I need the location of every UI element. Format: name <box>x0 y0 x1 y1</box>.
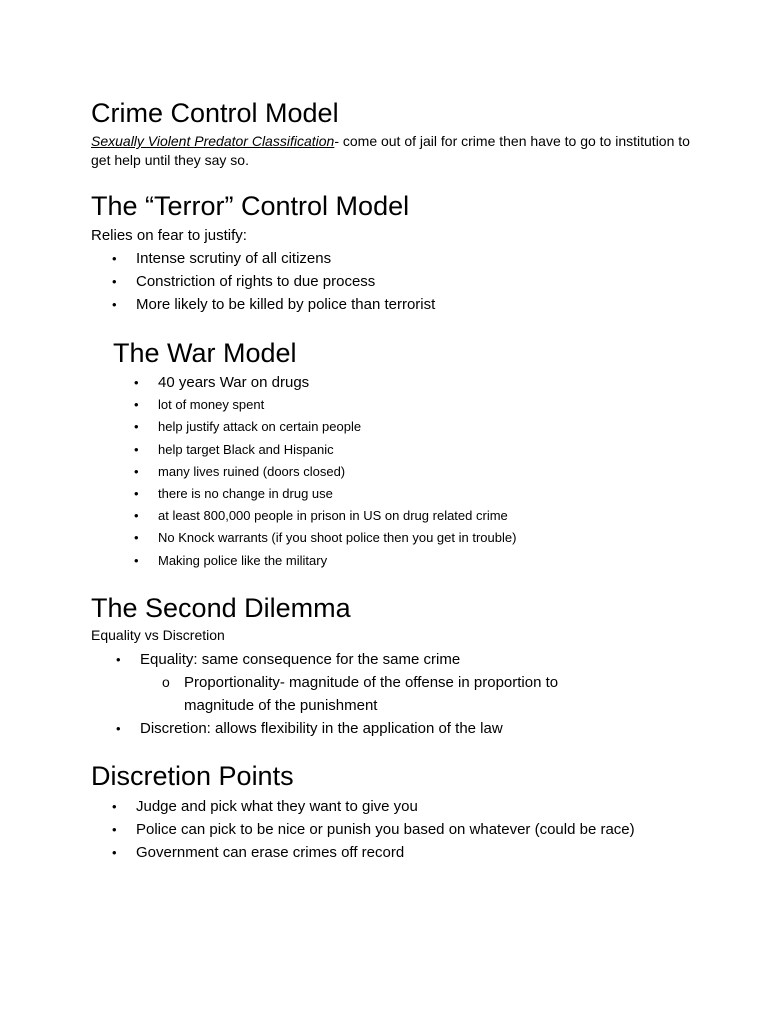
heading-crime-control-model: Crime Control Model <box>91 98 339 128</box>
list-item: • Government can erase crimes off record <box>136 841 635 864</box>
bullet-icon: • <box>112 822 117 837</box>
bullet-icon: • <box>112 845 117 860</box>
heading-second-dilemma: The Second Dilemma <box>91 593 351 623</box>
bullet-icon: • <box>112 297 117 312</box>
list-item: • Police can pick to be nice or punish you based on whatever (could be race) <box>136 818 635 841</box>
bullet-icon: • <box>112 799 117 814</box>
list-item: • there is no change in drug use <box>158 483 516 505</box>
equality-sublist <box>140 671 624 717</box>
list-item: • More likely to be killed by police than terrorist <box>136 293 435 316</box>
list-item-proportionality: o Proportionality- magnitude of the offense in proportion to magnitude of the punishment <box>184 671 624 717</box>
discretion-points-list <box>112 795 635 864</box>
terror-list <box>112 247 436 316</box>
svp-classification-paragraph <box>91 132 691 170</box>
list-item: • Constriction of rights to due process <box>136 270 435 293</box>
heading-discretion-points: Discretion Points <box>91 761 294 791</box>
bullet-icon: • <box>134 463 139 479</box>
bullet-icon: • <box>116 721 121 736</box>
bullet-icon: • <box>134 530 139 546</box>
list-item: • at least 800,000 people in prison in US on drug related crime <box>158 505 516 527</box>
list-item: • many lives ruined (doors closed) <box>158 461 516 483</box>
circle-bullet-icon: o <box>162 674 170 690</box>
bullet-icon: • <box>134 486 139 502</box>
heading-terror-control-model: The “Terror” Control Model <box>91 191 410 221</box>
bullet-icon: • <box>112 274 117 289</box>
bullet-icon: • <box>134 375 139 390</box>
war-list <box>134 372 517 572</box>
dilemma-intro: Equality vs Discretion <box>91 627 225 643</box>
list-item: • 40 years War on drugs <box>158 372 516 394</box>
terror-intro: Relies on fear to justify: <box>91 227 247 244</box>
list-item-equality: • Equality: same consequence for the same crime o Proportionality- magnitude of the offense in proportion to magnitude of the punishment <box>140 648 624 717</box>
bullet-icon: • <box>134 397 139 413</box>
bullet-icon: • <box>134 419 139 435</box>
bullet-icon: • <box>112 251 117 266</box>
bullet-icon: • <box>116 652 121 667</box>
bullet-icon: • <box>134 552 139 568</box>
list-item: • lot of money spent <box>158 394 516 416</box>
list-item: • help target Black and Hispanic <box>158 439 516 461</box>
list-item-discretion: • Discretion: allows flexibility in the application of the law <box>140 717 624 740</box>
svp-definition: - come out of jail for crime then have to go to institution to get help until they say so. <box>91 133 690 168</box>
list-item: • Making police like the military <box>158 550 516 572</box>
list-item: • Judge and pick what they want to give you <box>136 795 635 818</box>
heading-war-model: The War Model <box>113 338 297 368</box>
list-item: • help justify attack on certain people <box>158 416 516 438</box>
bullet-icon: • <box>134 441 139 457</box>
bullet-icon: • <box>134 508 139 524</box>
list-item: • Intense scrutiny of all citizens <box>136 247 435 270</box>
list-item: • No Knock warrants (if you shoot police then you get in trouble) <box>158 527 516 549</box>
dilemma-list <box>116 648 624 740</box>
svp-term: Sexually Violent Predator Classification <box>91 133 335 149</box>
